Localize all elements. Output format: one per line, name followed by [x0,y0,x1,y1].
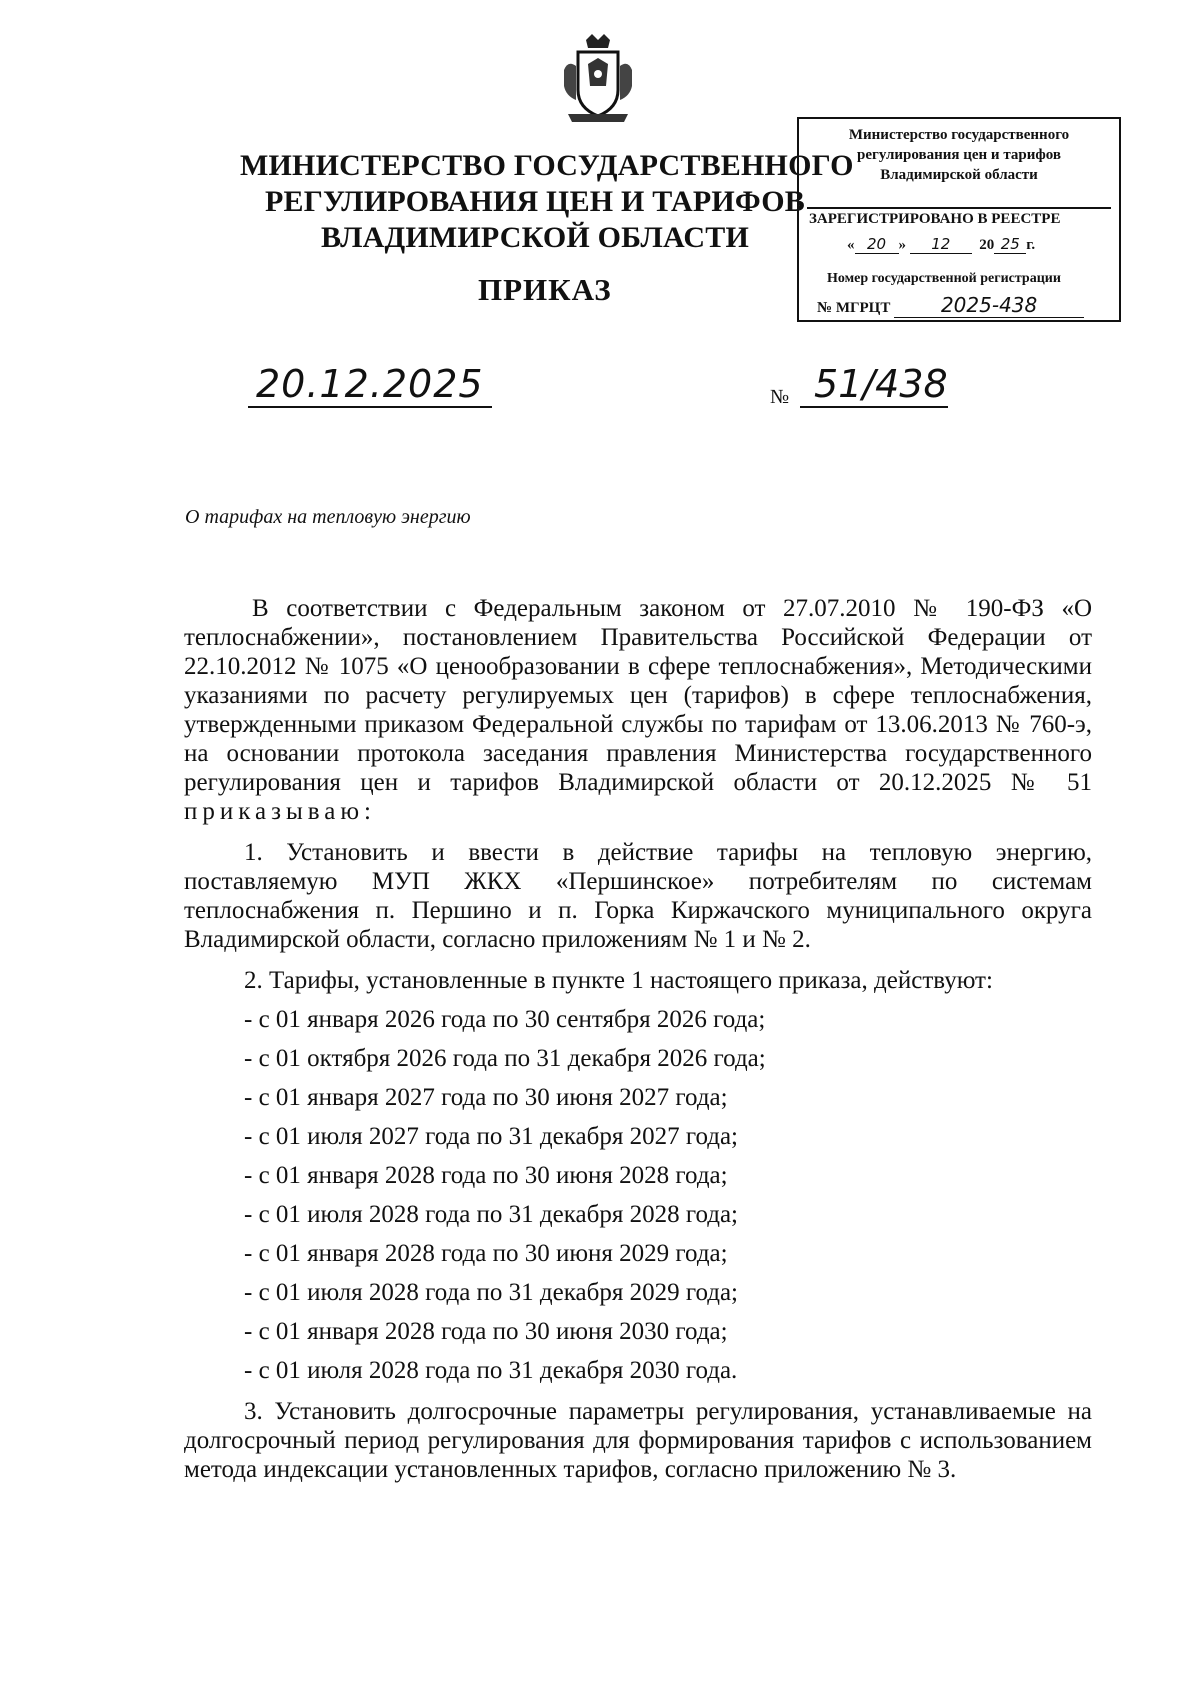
period-item: - с 01 июля 2028 года по 31 декабря 2030 года. [244,1357,738,1384]
order-date: 20.12.2025 [248,362,492,408]
period-item: - с 01 января 2028 года по 30 июня 2030 года; [244,1318,728,1345]
preamble-paragraph [184,594,1092,826]
ministry-title [240,148,854,256]
coat-of-arms-emblem [548,30,648,130]
order-heading: ПРИКАЗ [478,272,612,307]
item-3-paragraph: 3. Установить долгосрочные параметры регулирования, устанавливаемые на долгосрочный период регулирования для формирования тарифов с использованием метода индексации установленных тарифов, согласно приложению № 3. [184,1398,1092,1483]
stamp-ministry-line-2: регулирования цен и тарифов [857,147,1061,163]
order-number-label: № [770,386,790,408]
ministry-title-line-1: МИНИСТЕРСТВО ГОСУДАРСТВЕННОГО [240,149,854,182]
period-item: - с 01 июля 2028 года по 31 декабря 2029 года; [244,1279,739,1306]
stamp-registered-label: ЗАРЕГИСТРИРОВАНО В РЕЕСТРЕ [809,211,1061,227]
stamp-date-day: 20 [855,235,899,254]
stamp-mgrpt [817,293,1084,318]
period-item: - с 01 января 2028 года по 30 июня 2029 года; [244,1240,728,1267]
stamp-mgrpt-label: № МГРЦТ [817,300,891,316]
item-2-paragraph: 2. Тарифы, установленные в пункте 1 настоящего приказа, действуют: [244,967,993,994]
preamble-action: приказываю: [184,798,376,825]
period-item: - с 01 января 2026 года по 30 сентября 2026 года; [244,1006,766,1033]
stamp-date-year-suffix: 25 [994,235,1026,254]
stamp-date-year-unit: г. [1026,237,1036,253]
stamp-mgrpt-value: 2025-438 [894,293,1084,318]
stamp-ministry-line-1: Министерство государственного [848,127,1070,143]
order-subject: О тарифах на тепловую энергию [185,506,471,528]
period-item: - с 01 января 2028 года по 30 июня 2028 года; [244,1162,728,1189]
ministry-title-line-3: ВЛАДИМИРСКОЙ ОБЛАСТИ [321,221,749,254]
stamp-ministry-line-3: Владимирской области [880,167,1038,183]
period-item: - с 01 июля 2027 года по 31 декабря 2027 года; [244,1123,739,1150]
stamp-regnum-label: Номер государственной регистрации [827,271,1061,286]
period-item: - с 01 октября 2026 года по 31 декабря 2026 года; [244,1045,766,1072]
registration-stamp [797,117,1121,322]
stamp-divider [807,207,1111,209]
stamp-date-month: 12 [910,235,972,254]
stamp-registration-date: « 20 » 12 20 25 г. [847,235,1036,253]
period-item: - с 01 января 2027 года по 30 июня 2027 года; [244,1084,728,1111]
preamble-text: В соответствии с Федеральным законом от 27.07.2010 № 190-ФЗ «О теплоснабжении», постановлением Правительства Российской Федерации от 22.10.2012 № 1075 «О ценообразовании в сфере теплоснабжения», Методическими указаниями по расчету регулируемых цен (тарифов) в сфере теплоснабжения, утвержденными приказом Федеральной службы по тарифам от 13.06.2013 № 760-э, на основании протокола заседания правления Министерства государственного регулирования цен и тарифов Владимирской области от 20.12.2025 № 51 [184,595,1092,796]
order-number: 51/438 [800,362,948,408]
stamp-date-year-prefix: 20 [979,237,995,253]
periods-list [184,1005,1092,1385]
item-1-paragraph: 1. Установить и ввести в действие тарифы на тепловую энергию, поставляемую МУП ЖКХ «Першинское» потребителям по системам теплоснабжения п. Першино и п. Горка Киржачского муниципального округа Владимирской области, согласно приложениям № 1 и № 2. [184,839,1092,953]
stamp-ministry-name [799,125,1119,185]
ministry-title-line-2: РЕГУЛИРОВАНИЯ ЦЕН И ТАРИФОВ [264,185,805,218]
period-item: - с 01 июля 2028 года по 31 декабря 2028 года; [244,1201,739,1228]
order-body [184,594,1092,1484]
